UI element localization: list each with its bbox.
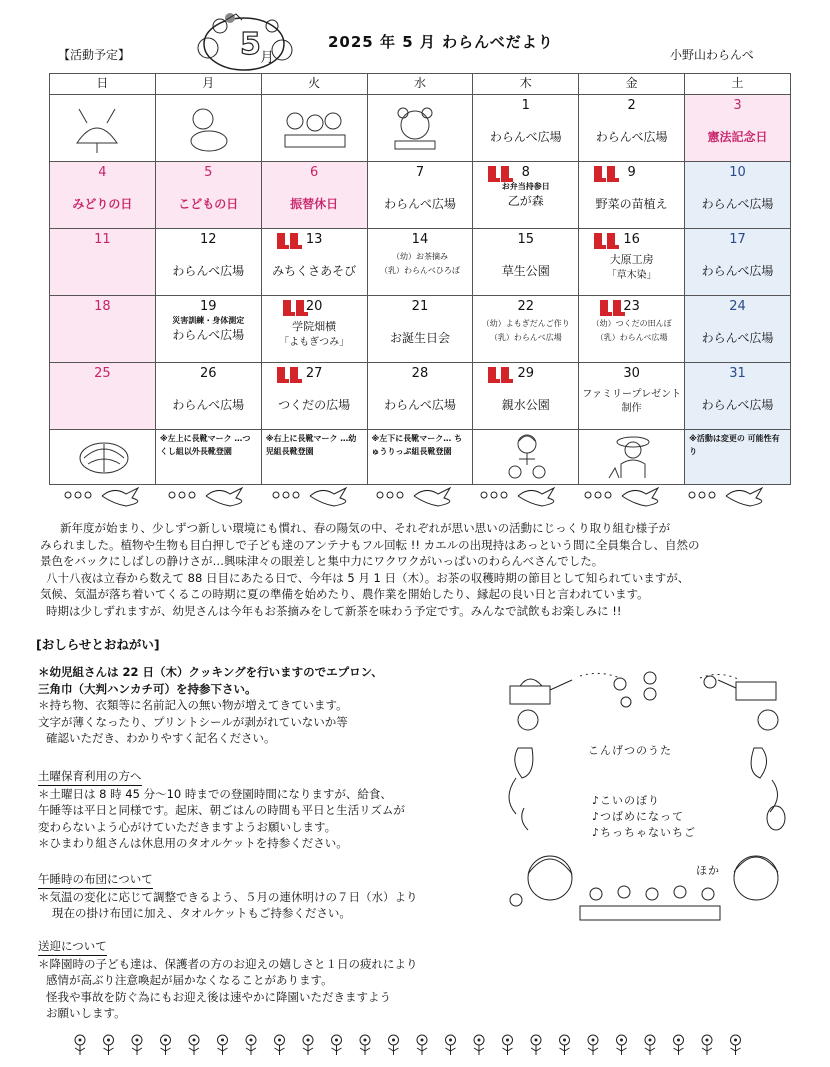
legend-note-sat: ※活動は変更の 可能性有り bbox=[689, 434, 780, 456]
notice-line: ＊ひまわり組さんは休息用のタオルケットを持参ください。 bbox=[38, 836, 348, 850]
day-note: 災害訓練・身体測定 bbox=[172, 316, 245, 325]
day-event: 草生公園 bbox=[501, 264, 550, 278]
cabbage-cell bbox=[50, 430, 156, 485]
swallow-icon bbox=[481, 488, 554, 506]
day-event-line: ファミリープレゼント bbox=[582, 389, 682, 400]
notice-line: ＊降園時の子ども達は、保護者の方のお迎えの嬉しさと１日の疲れにより bbox=[38, 956, 418, 971]
weekday-header: 木 bbox=[473, 74, 579, 95]
notice-line: ＊幼児組さんは 22 日（木）クッキングを行いますのでエプロン、 bbox=[38, 665, 383, 679]
calendar-day-cell bbox=[367, 95, 473, 162]
cabbage-icon bbox=[74, 436, 134, 476]
weekday-header: 月 bbox=[155, 74, 261, 95]
weekday-header: 日 bbox=[50, 74, 156, 95]
calendar-day-cell bbox=[473, 162, 579, 229]
kintaro-icon bbox=[173, 103, 243, 155]
kabuto-icon bbox=[67, 103, 137, 155]
calendar-table bbox=[49, 73, 791, 485]
calendar-week-row bbox=[50, 296, 791, 363]
day-number: 15 bbox=[517, 232, 535, 247]
calendar-day-cell bbox=[367, 229, 473, 296]
rain-boots-icon bbox=[274, 365, 304, 385]
calendar-day-cell bbox=[685, 363, 791, 430]
calendar-day-cell bbox=[155, 296, 261, 363]
svg-text:月: 月 bbox=[260, 50, 274, 66]
flower-icon bbox=[389, 1035, 399, 1055]
day-event: わらんべ広場 bbox=[489, 130, 562, 144]
day-event: みどりの日 bbox=[72, 197, 133, 211]
day-event: わらんべ広場 bbox=[172, 264, 245, 278]
day-event: お誕生日会 bbox=[389, 331, 450, 345]
calendar-day-cell bbox=[50, 229, 156, 296]
intro-line: 時期は少しずれますが、幼児さんは今年もお茶摘みをして新茶を味わう予定です。みんなで試飲もお楽しみに !! bbox=[46, 603, 622, 618]
swallow-icon bbox=[65, 488, 138, 506]
calendar-day-cell bbox=[50, 95, 156, 162]
calendar-day-cell bbox=[685, 95, 791, 162]
calendar-day-cell bbox=[155, 363, 261, 430]
notice-line: ＊気温の変化に応じて調整できるよう、５月の連休明けの７日（水）より bbox=[38, 889, 418, 904]
day-event: みちくさあそび bbox=[272, 264, 357, 278]
notice-line: ＊持ち物、衣類等に名前記入の無い物が増えてきています。 bbox=[38, 698, 348, 712]
rain-boots-icon bbox=[485, 365, 515, 385]
calendar-day-cell bbox=[50, 363, 156, 430]
calendar-day-cell bbox=[367, 296, 473, 363]
calendar-day-cell bbox=[579, 229, 685, 296]
song-more: ほか bbox=[696, 864, 720, 877]
flower-icon bbox=[189, 1035, 199, 1055]
calendar-day-cell bbox=[579, 162, 685, 229]
notice-line: 三角巾（大判ハンカチ可）を持参下さい。 bbox=[38, 681, 257, 696]
day-event: 親水公園 bbox=[501, 398, 550, 412]
day-event: わらんべ広場 bbox=[172, 328, 245, 342]
day-event: 乙が森 bbox=[507, 194, 544, 208]
flower-icon bbox=[731, 1035, 741, 1055]
day-number: 20 bbox=[305, 299, 323, 314]
rain-boots-icon bbox=[591, 164, 621, 184]
notice-line: 変わらないよう心がけていただきますようお願いします。 bbox=[38, 819, 337, 834]
weekday-header: 金 bbox=[579, 74, 685, 95]
song-title: こんげつのうた bbox=[588, 744, 672, 757]
day-event: わらんべ広場 bbox=[384, 398, 456, 412]
day-number: 14 bbox=[411, 232, 429, 247]
flower-icon bbox=[674, 1035, 684, 1055]
saturday-heading: 土曜保育利用の方へ bbox=[38, 768, 142, 786]
flower-icon bbox=[303, 1035, 313, 1055]
rain-boots-icon bbox=[591, 231, 621, 251]
child-bike-cell bbox=[473, 430, 579, 485]
day-number: 9 bbox=[627, 165, 636, 180]
calendar-day-cell bbox=[473, 95, 579, 162]
notice-heading: [おしらせとおねがい] bbox=[36, 637, 160, 652]
calendar-week-row bbox=[50, 229, 791, 296]
calendar-day-cell bbox=[155, 229, 261, 296]
bear-icon bbox=[385, 103, 455, 155]
notice-line: 感情が高ぶり注意喚起が届かなくなることがあります。 bbox=[46, 973, 333, 987]
day-event: わらんべ広場 bbox=[701, 398, 774, 412]
flower-icon bbox=[645, 1035, 655, 1055]
day-number: 29 bbox=[517, 366, 535, 381]
weekday-header: 火 bbox=[261, 74, 367, 95]
intro-line: 気候、気温が落ち着いてくるこの時期に夏の準備を始めたり、農作業を開始したり、縁起の良い日と言われています。 bbox=[40, 587, 649, 601]
notice-line: ＊土曜日は 8 時 45 分～10 時までの登園時間になりますが、給食、 bbox=[38, 786, 392, 801]
day-number: 11 bbox=[94, 232, 111, 247]
calendar-week-row bbox=[50, 363, 791, 430]
flower-icon bbox=[275, 1035, 285, 1055]
day-note: お弁当持参日 bbox=[501, 182, 550, 191]
day-number: 19 bbox=[199, 299, 217, 314]
calendar-day-cell bbox=[155, 162, 261, 229]
day-event-line: 大原工房 bbox=[609, 253, 654, 266]
calendar-week-row bbox=[50, 95, 791, 162]
rain-boots-icon bbox=[597, 298, 627, 318]
calendar-day-cell bbox=[367, 363, 473, 430]
swallow-icon bbox=[169, 488, 242, 506]
day-event-line: （幼）よもぎだんご作り bbox=[481, 319, 570, 328]
flower-icon bbox=[332, 1035, 342, 1055]
flower-icon bbox=[246, 1035, 256, 1055]
intro-line: 新年度が始まり、少しずつ新しい環境にも慣れ、春の陽気の中、それぞれが思い思いの活動にじっくり取り組む様子が bbox=[60, 521, 671, 535]
farmer-cell bbox=[579, 430, 685, 485]
flower-icon bbox=[617, 1035, 627, 1055]
calendar-day-cell bbox=[685, 229, 791, 296]
day-number: 3 bbox=[733, 98, 742, 113]
day-number: 30 bbox=[623, 366, 640, 381]
day-number: 10 bbox=[685, 165, 790, 180]
day-event: わらんべ広場 bbox=[701, 197, 774, 211]
intro-text bbox=[40, 520, 800, 619]
day-number: 28 bbox=[411, 366, 429, 381]
legend-row bbox=[50, 430, 791, 485]
day-event-line: （乳）わらんべひろば bbox=[380, 266, 460, 275]
legend-note-mon: ※左上に長靴マーク …つくし組以外長靴登園 bbox=[159, 434, 251, 456]
day-event-line: 「よもぎつみ」 bbox=[279, 337, 350, 348]
notice-saturday bbox=[38, 768, 498, 852]
calendar-day-cell bbox=[473, 296, 579, 363]
day-number: 1 bbox=[521, 98, 530, 113]
flower-icon bbox=[218, 1035, 228, 1055]
day-number: 25 bbox=[94, 366, 111, 381]
legend-note-tue: ※右上に長靴マーク …幼児組長靴登園 bbox=[265, 434, 357, 456]
day-number: 24 bbox=[685, 299, 790, 314]
notice-pickup bbox=[38, 938, 498, 1022]
rain-boots-icon bbox=[280, 298, 310, 318]
calendar-day-cell bbox=[473, 229, 579, 296]
song-frame bbox=[500, 668, 790, 938]
page-title: 2025 年 5 月 わらんべだより bbox=[328, 33, 554, 51]
month-badge bbox=[190, 10, 298, 72]
day-event-line: （乳）わらんべ広場 bbox=[489, 333, 562, 342]
day-number: 12 bbox=[199, 232, 217, 247]
day-event: こどもの日 bbox=[178, 197, 239, 211]
flower-icon bbox=[560, 1035, 570, 1055]
svg-text:5: 5 bbox=[240, 27, 261, 62]
notice-line: 文字が薄くなったり、プリントシールが剥がれていないか等 bbox=[38, 714, 348, 729]
notice-line: 現在の掛け布団に加え、タオルケットもご持参ください。 bbox=[52, 906, 351, 920]
song-item: ♪こいのぼり bbox=[592, 794, 661, 807]
intro-line: みられました。植物や生物も目白押しで子ども達のアンテナもフル回転 !! カエルの出現持はあっという間に全員集合し、自然の bbox=[40, 537, 700, 552]
day-event-line: 学院畑横 bbox=[292, 320, 337, 333]
flower-icon bbox=[446, 1035, 456, 1055]
calendar-day-cell bbox=[685, 162, 791, 229]
flower-icon bbox=[503, 1035, 513, 1055]
rain-boots-icon bbox=[274, 231, 304, 251]
flower-icon bbox=[474, 1035, 484, 1055]
day-number: 6 bbox=[309, 165, 319, 180]
flower-icon bbox=[588, 1035, 598, 1055]
day-event: 野菜の苗植え bbox=[595, 197, 668, 211]
intro-line: 景色をバックにしばしの静けさが…興味津々の眼差しと集中力にワクワクがいっぱいのわらんべさんでした。 bbox=[40, 554, 604, 568]
school-name: 小野山わらんべ bbox=[670, 48, 754, 62]
notice-line: お願いします。 bbox=[46, 1006, 126, 1020]
day-number: 16 bbox=[623, 232, 640, 247]
weekday-header-row bbox=[50, 74, 791, 95]
notice-general bbox=[38, 664, 498, 747]
day-event: わらんべ広場 bbox=[701, 264, 774, 278]
calendar-day-cell bbox=[261, 95, 367, 162]
day-event-line: （幼）つくだの田んぼ bbox=[591, 319, 672, 328]
notice-line: 午睡等は平日と同様です。起床、朝ごはんの時間も平日と生活リズムが bbox=[38, 803, 405, 817]
pickup-heading: 送迎について bbox=[38, 938, 107, 956]
calendar-day-cell bbox=[50, 162, 156, 229]
farmer-icon bbox=[603, 432, 663, 480]
day-event-line: （乳）わらんべ広場 bbox=[595, 333, 668, 342]
flower-icon bbox=[417, 1035, 427, 1055]
flower-icon bbox=[104, 1035, 114, 1055]
calendar-day-cell bbox=[473, 363, 579, 430]
swallow-icon bbox=[377, 488, 450, 506]
day-number: 5 bbox=[204, 165, 213, 180]
day-number: 21 bbox=[411, 299, 429, 314]
calendar-day-cell bbox=[261, 296, 367, 363]
flower-icon bbox=[75, 1035, 85, 1055]
day-number: 31 bbox=[685, 366, 790, 381]
day-number: 4 bbox=[98, 165, 107, 180]
day-event: わらんべ広場 bbox=[701, 331, 774, 345]
day-event-line: 制作 bbox=[621, 403, 642, 414]
day-event: つくだの広場 bbox=[278, 398, 351, 412]
day-number: 17 bbox=[685, 232, 790, 247]
calendar-day-cell bbox=[50, 296, 156, 363]
day-number: 13 bbox=[305, 232, 323, 247]
swallow-icon bbox=[585, 488, 658, 506]
day-number: 27 bbox=[305, 366, 323, 381]
day-event: 振替休日 bbox=[290, 197, 339, 211]
calendar-week-row bbox=[50, 162, 791, 229]
notice-line: 確認いただき、わかりやすく記名ください。 bbox=[46, 731, 276, 745]
calendar-day-cell bbox=[261, 162, 367, 229]
day-event: わらんべ広場 bbox=[172, 398, 245, 412]
flower-icon bbox=[161, 1035, 171, 1055]
dolls-icon bbox=[279, 103, 349, 155]
notice-futon bbox=[38, 871, 498, 922]
flower-icon bbox=[702, 1035, 712, 1055]
calendar-day-cell bbox=[579, 296, 685, 363]
day-number: 23 bbox=[623, 299, 640, 314]
day-event-line: （幼）お茶摘み bbox=[391, 252, 448, 261]
calendar-day-cell bbox=[261, 363, 367, 430]
day-number: 26 bbox=[199, 366, 217, 381]
child-bike-icon bbox=[497, 432, 557, 480]
calendar-day-cell bbox=[155, 95, 261, 162]
schedule-label: 【活動予定】 bbox=[58, 48, 131, 62]
calendar-day-cell bbox=[579, 363, 685, 430]
song-item: ♪ちっちゃないちご bbox=[592, 826, 697, 839]
calendar-day-cell bbox=[261, 229, 367, 296]
calendar-day-cell bbox=[579, 95, 685, 162]
swallow-icon bbox=[689, 488, 762, 506]
day-event: わらんべ広場 bbox=[595, 130, 668, 144]
flower-icon bbox=[531, 1035, 541, 1055]
calendar-day-cell bbox=[685, 296, 791, 363]
weekday-header: 土 bbox=[685, 74, 791, 95]
day-number: 18 bbox=[94, 299, 111, 314]
day-number: 2 bbox=[627, 98, 636, 113]
swallow-icon bbox=[273, 488, 346, 506]
day-number: 8 bbox=[521, 165, 530, 180]
flower-icon bbox=[360, 1035, 370, 1055]
futon-heading: 午睡時の布団について bbox=[38, 871, 153, 889]
flower-border-decoration bbox=[70, 1030, 760, 1060]
flower-icon bbox=[132, 1035, 142, 1055]
day-number: 7 bbox=[415, 165, 425, 180]
weekday-header: 水 bbox=[367, 74, 473, 95]
day-event-line: 「草木染」 bbox=[606, 270, 657, 281]
day-number: 22 bbox=[517, 299, 535, 314]
calendar-day-cell bbox=[367, 162, 473, 229]
legend-note-wed: ※左下に長靴マーク… ちゅうりっぷ組長靴登園 bbox=[371, 434, 463, 456]
song-item: ♪つばめになって bbox=[592, 810, 685, 823]
intro-line: 八十八夜は立春から数えて 88 日目にあたる日で、今年は 5 月 1 日（木）。お茶の収穫時期の節目として知られていますが、 bbox=[46, 570, 690, 585]
day-event: 憲法記念日 bbox=[707, 130, 768, 144]
swallow-decoration bbox=[60, 482, 780, 508]
day-event: わらんべ広場 bbox=[384, 197, 456, 211]
notice-line: 怪我や事故を防ぐ為にもお迎え後は速やかに降園いただきますよう bbox=[46, 989, 391, 1004]
